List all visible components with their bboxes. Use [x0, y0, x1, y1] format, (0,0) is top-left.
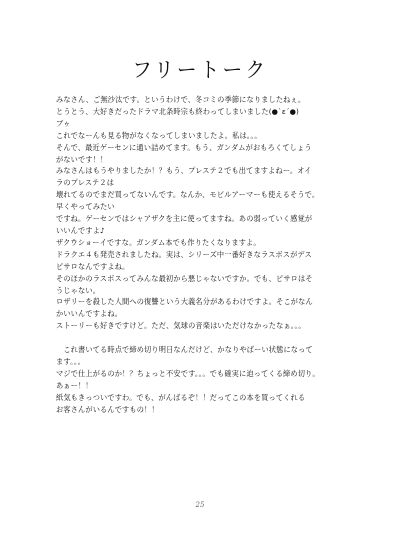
- text-line: これ書いてる時点で締め切り明日なんだけど、かなりやばーい状態になって: [56, 345, 313, 355]
- text-line: マジで仕上がるのか！？ちょっと不安です。。。でも確実に迫ってくる締め切り。: [56, 368, 320, 378]
- text-line: あぁー！！: [56, 380, 93, 390]
- paragraph-gap: [56, 332, 368, 344]
- text-line: そのほかのラスボスってみんな最初から悪じゃないですか。でも、ピサロはそ: [56, 273, 313, 283]
- text-line: お客さんがいるんですもの！！: [56, 404, 159, 414]
- paragraph-2: [56, 344, 368, 415]
- page-title: フリートーク: [131, 58, 268, 82]
- text-line: いいんですよ♪: [56, 225, 105, 235]
- text-line: ストーリーも好きですけど。ただ、気球の音楽はいただけなかったなぁ。。。: [56, 321, 306, 331]
- text-line: これでなーんも見る物がなくなってしまいましたよ。私は。。。: [56, 130, 262, 140]
- text-line: 壊れてるのでまだ買ってないんです。なんか、モビルアーマーも使えるそうで。: [56, 190, 320, 200]
- text-line: そんで、最近ゲーセンに通い詰めてます。もう、ガンダムがおもろくてしょう: [56, 142, 312, 152]
- text-line: ロザリーを殺した人間への復讐という大義名分があるわけですよ。そこがなん: [56, 297, 313, 307]
- text-line: ピサロなんですよね。: [56, 261, 130, 271]
- text-line: がないです！！: [56, 154, 108, 164]
- text-line: みなさん、ご無沙汰です。というわけで、冬コミの季節になりましたねぇ。: [56, 95, 306, 104]
- text-line: ザクウショーイですな。ガンダム本でも作りたくなりますよ。: [56, 237, 261, 247]
- body-text: [56, 94, 368, 416]
- text-line: 早くやってみたい: [56, 202, 115, 212]
- page-number: 25: [195, 501, 205, 509]
- text-line: ブゥ: [56, 118, 71, 128]
- paragraph-1: [56, 94, 368, 332]
- text-line: うじゃない。: [56, 285, 101, 295]
- text-line: ですね。ゲーセンではシャアザクを主に使ってますね。あの弱っていく感覚が: [56, 214, 313, 224]
- text-line: ます。。。: [56, 357, 85, 367]
- text-line: 紙気もきっついですわ。でも、がんばるぞ！！だってこの本を買ってくれる: [56, 392, 306, 402]
- text-line: とうとう、大好きだったドラマ北条時宗も終わってしまいました(●`ε´●): [56, 106, 299, 116]
- text-line: かいいんですよね。: [56, 309, 123, 319]
- text-line: みなさんはもうやりましたか！？もう、プレステ２でも出てますよねー。オイ: [56, 166, 312, 176]
- text-line: ラのプレステ２は: [56, 178, 115, 188]
- text-line: ドラクエ４も発売されましたね。実は、シリーズ中一番好きなラスボスがデス: [56, 249, 312, 259]
